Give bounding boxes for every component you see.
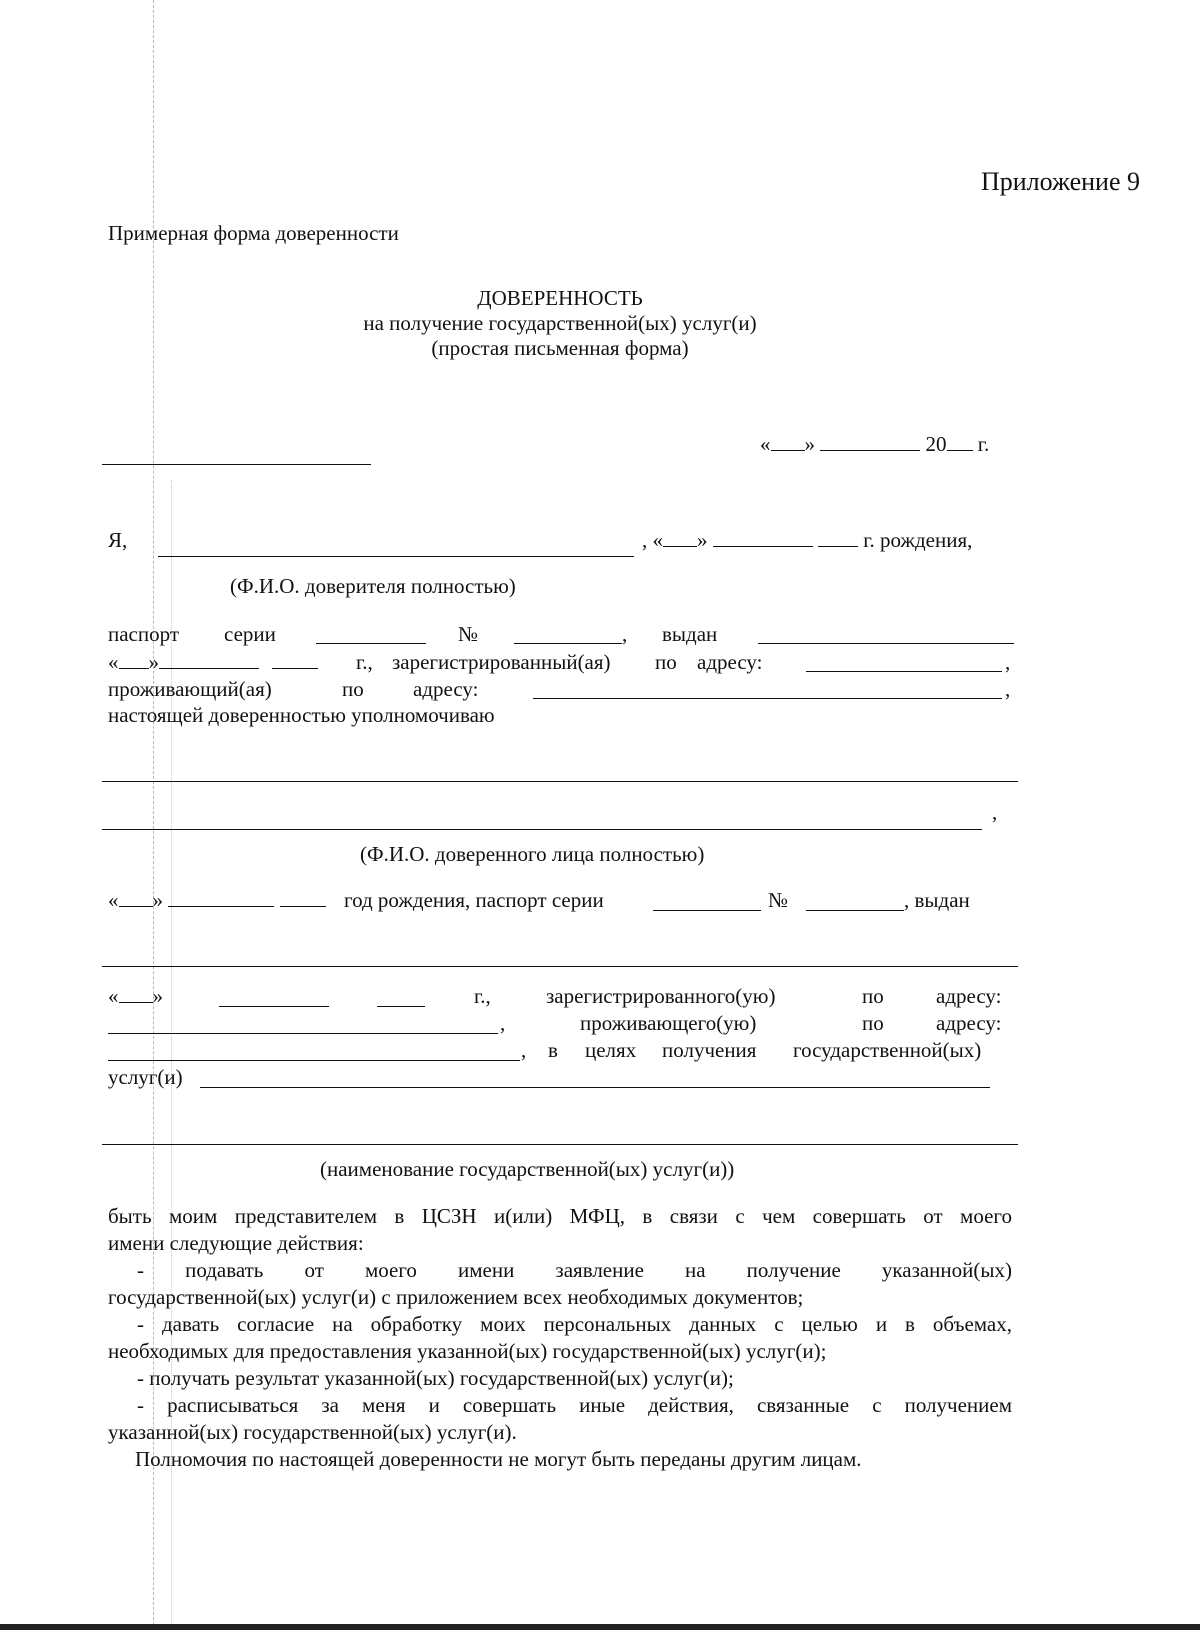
authorize-text: настоящей доверенностью уполномочиваю <box>108 703 495 727</box>
date-open-quote: « <box>760 432 771 456</box>
passport-issued-blank[interactable] <box>758 643 1014 644</box>
attorney-caption: (Ф.И.О. доверенного лица полностью) <box>360 842 705 866</box>
body-intro-line1: быть моим представителем в ЦСЗН и(или) МФЦ, в связи с чем совершать от моего <box>108 1204 1012 1228</box>
registered-comma: , <box>1005 650 1011 674</box>
scan-bottom-edge <box>0 1624 1200 1630</box>
attorney-birth-text: год рождения, паспорт серии <box>344 888 604 912</box>
purpose-w4: государственной(ых) <box>793 1038 982 1062</box>
attorney-reg-month-blank[interactable] <box>219 1006 329 1007</box>
attorney-reg-date-field[interactable] <box>108 984 163 1009</box>
attorney-birth-day-blank[interactable] <box>119 889 153 907</box>
issue-year-g: г., <box>356 650 373 674</box>
birth-open-quote: , « <box>642 528 663 552</box>
issue-year-blank[interactable] <box>272 651 318 669</box>
principal-caption: (Ф.И.О. доверителя полностью) <box>230 574 516 598</box>
attorney-number-blank[interactable] <box>806 910 904 911</box>
action-4-line1: - расписываться за меня и совершать иные действия, связанные с получением <box>137 1393 1012 1417</box>
issue-close-quote: » <box>148 650 159 674</box>
birth-month-blank[interactable] <box>713 529 813 547</box>
attorney-reg-day-blank[interactable] <box>119 985 153 1003</box>
date-month-blank[interactable] <box>820 433 920 451</box>
action-1-line2: государственной(ых) услуг(и) с приложением всех необходимых документов; <box>108 1285 804 1309</box>
attorney-reg-text: зарегистрированного(ую) <box>546 984 776 1008</box>
attorney-live-addr: адресу: <box>936 1011 1002 1035</box>
attorney-number-sign: № <box>768 888 789 912</box>
attorney-name-blank-1[interactable] <box>102 781 1018 782</box>
closing-sentence: Полномочия по настоящей доверенности не могут быть переданы другим лицам. <box>135 1447 862 1471</box>
attorney-trailing-comma: , <box>992 800 998 824</box>
services-blank-1[interactable] <box>200 1087 990 1088</box>
action-2-line1: - давать согласие на обработку моих персональных данных с целью и в объемах, <box>137 1312 1012 1336</box>
passport-series-blank[interactable] <box>316 643 426 644</box>
attorney-reg-po: по <box>862 984 884 1008</box>
registered-po: по <box>655 650 677 674</box>
issue-month-blank[interactable] <box>159 651 259 669</box>
action-3-line1: - получать результат указанной(ых) государственной(ых) услуг(и); <box>137 1366 734 1390</box>
living-address-word: адресу: <box>413 677 479 701</box>
purpose-comma: , <box>521 1038 527 1062</box>
issue-date-field[interactable] <box>108 650 318 675</box>
passport-number-blank[interactable] <box>514 643 622 644</box>
action-2-line2: необходимых для предоставления указанной(ых) государственной(ых) услуг(и); <box>108 1339 827 1363</box>
registered-word: зарегистрированный(ая) <box>392 650 611 674</box>
purpose-w2: целях <box>585 1038 637 1062</box>
attorney-birth-year-blank[interactable] <box>280 889 326 907</box>
service-caption: (наименование государственной(ых) услуг(и)) <box>320 1157 735 1181</box>
date-day-blank[interactable] <box>771 433 805 451</box>
attorney-live-address-blank[interactable] <box>108 1060 520 1061</box>
living-comma: , <box>1005 677 1011 701</box>
attorney-live-text: проживающего(ую) <box>580 1011 757 1035</box>
living-word: проживающий(ая) <box>108 677 272 701</box>
passport-issued-word: выдан <box>662 622 718 646</box>
attorney-reg-addr: адресу: <box>936 984 1002 1008</box>
attorney-reg-open: « <box>108 984 119 1008</box>
principal-birth-field[interactable] <box>642 528 972 553</box>
date-year-blank[interactable] <box>947 433 973 451</box>
services-blank-2[interactable] <box>102 1144 1018 1145</box>
principal-name-blank[interactable] <box>158 556 634 557</box>
attorney-birth-open: « <box>108 888 119 912</box>
attorney-birth-field[interactable] <box>108 888 326 913</box>
services-label: услуг(и) <box>108 1065 183 1089</box>
action-1-line1: - подавать от моего имени заявление на получение указанной(ых) <box>137 1258 1012 1282</box>
birth-day-blank[interactable] <box>663 529 697 547</box>
issue-open-quote: « <box>108 650 119 674</box>
attorney-reg-address-blank[interactable] <box>108 1033 498 1034</box>
birth-close-quote: » <box>697 528 708 552</box>
date-year-prefix: 20 <box>925 432 947 456</box>
body-intro-line2: имени следующие действия: <box>108 1231 364 1255</box>
attorney-live-po: по <box>862 1011 884 1035</box>
date-year-suffix: г. <box>977 432 990 456</box>
purpose-w3: получения <box>662 1038 757 1062</box>
heading-subtitle: на получение государственной(ых) услуг(и) <box>363 311 757 336</box>
passport-number-comma: , <box>622 622 628 646</box>
heading-form-note: (простая письменная форма) <box>431 336 689 361</box>
living-po: по <box>342 677 364 701</box>
attorney-birth-close: » <box>152 888 163 912</box>
place-blank[interactable] <box>102 464 371 465</box>
date-close-quote: » <box>804 432 815 456</box>
living-address-blank[interactable] <box>533 698 1002 699</box>
passport-word: паспорт <box>108 622 180 646</box>
issue-day-blank[interactable] <box>119 651 149 669</box>
form-type-label: Примерная форма доверенности <box>108 221 399 245</box>
purpose-w1: в <box>548 1038 558 1062</box>
attorney-reg-close: » <box>152 984 163 1008</box>
attorney-reg-g: г., <box>474 984 491 1008</box>
document-heading <box>0 286 1120 362</box>
attorney-live-comma: , <box>500 1011 506 1035</box>
birth-year-blank[interactable] <box>818 529 858 547</box>
registered-address-word: адресу: <box>697 650 763 674</box>
passport-number-sign: № <box>458 622 479 646</box>
appendix-label: Приложение 9 <box>980 167 1140 196</box>
action-4-line2: указанной(ых) государственной(ых) услуг(и). <box>108 1420 517 1444</box>
attorney-name-blank-2[interactable] <box>102 829 982 830</box>
attorney-birth-month-blank[interactable] <box>168 889 274 907</box>
registered-address-blank[interactable] <box>806 671 1002 672</box>
heading-title: ДОВЕРЕННОСТЬ <box>477 286 643 310</box>
attorney-reg-year-blank[interactable] <box>377 1006 425 1007</box>
passport-series-word: серии <box>224 622 276 646</box>
date-field[interactable] <box>760 432 989 457</box>
birth-suffix: г. рождения, <box>863 528 973 552</box>
attorney-series-blank[interactable] <box>653 910 761 911</box>
attorney-issued: , выдан <box>904 888 970 912</box>
attorney-issued-blank[interactable] <box>102 966 1018 967</box>
principal-pronoun: Я, <box>108 528 128 552</box>
